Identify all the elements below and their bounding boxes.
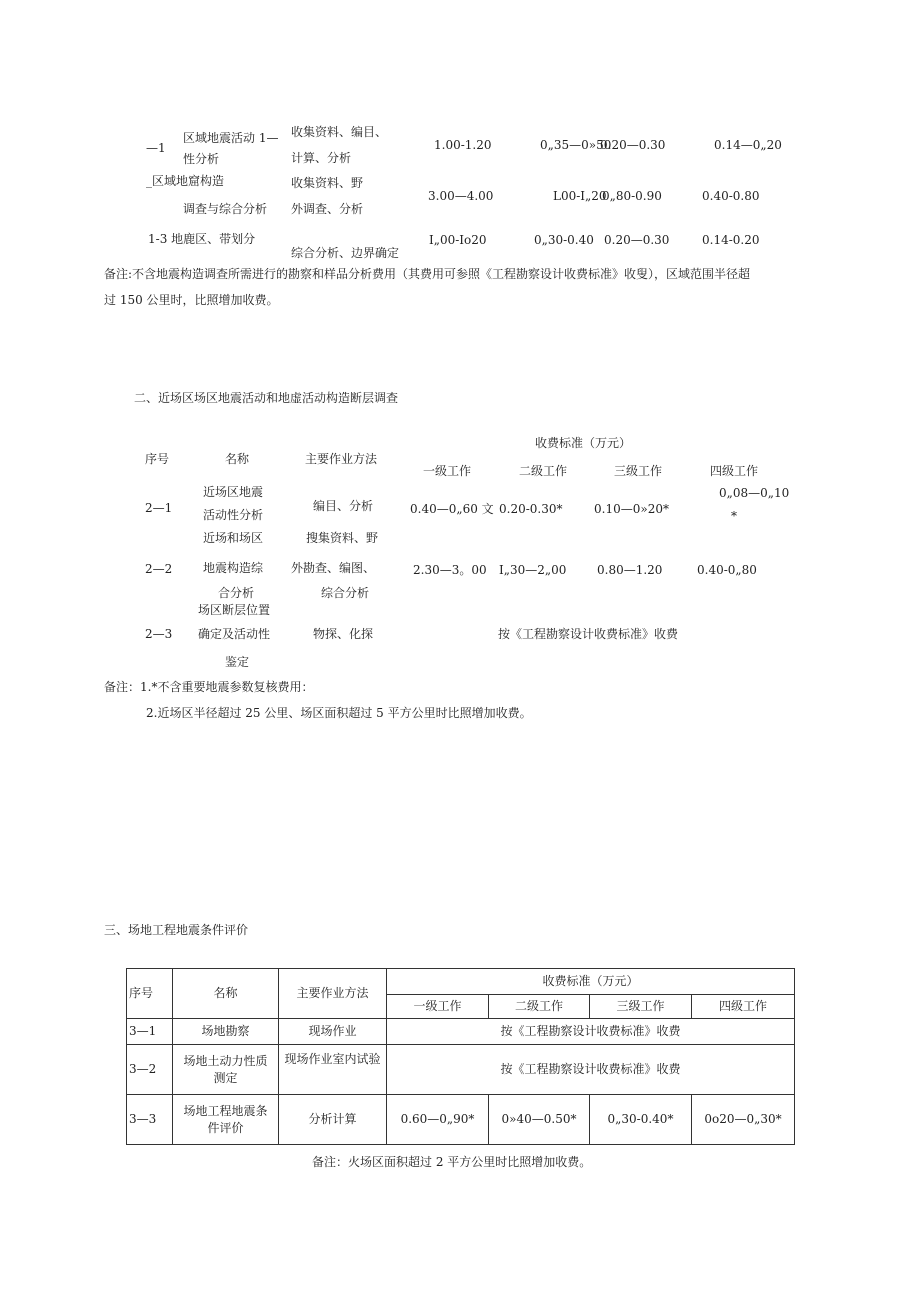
s2-row3-name: 场区断层位置: [198, 603, 271, 617]
s1-row3-grade3: 0.20—0.30: [604, 233, 670, 247]
s1-row1-name-cont: 性分析: [183, 152, 220, 166]
s3-header-method: 主要作业方法: [279, 969, 387, 1019]
section3-table: [126, 968, 795, 1145]
table-row: [127, 1019, 795, 1045]
s3-row3-grade3: 0„30-0.40*: [590, 1095, 692, 1145]
s3-row3-grade1: 0.60—0„90*: [387, 1095, 489, 1145]
s3-row1-seq: 3—1: [127, 1019, 173, 1045]
s1-row2-grade1: 3.00—4.00: [428, 189, 494, 203]
s1-row2-method: 收集资料、野: [291, 176, 364, 190]
s1-row2-name: 调查与综合分析: [183, 202, 268, 216]
s1-row2-method-cont: 外调查、分析: [291, 202, 364, 216]
s1-row3-grade2: 0„30-0.40: [534, 233, 594, 247]
s1-row1-grade4: 0.14—0„20: [714, 138, 782, 152]
s2-header-grade3: 三级工作: [614, 464, 663, 478]
s1-row3-code: 1-3 地鹿区、带划分: [148, 232, 256, 246]
s2-title: 二、近场区场区地震活动和地虚活动构造断层调查: [134, 391, 399, 405]
s3-row1-method: 现场作业: [279, 1019, 387, 1045]
s2-header-method: 主要作业方法: [305, 452, 378, 466]
s3-header-grade2: 二级工作: [489, 995, 590, 1019]
s2-row3-fee: 按《工程勘察设计收费标准》收费: [498, 627, 679, 641]
s1-row1-method: 收集资料、编目、: [291, 125, 388, 139]
s1-row1-name: 区域地震活动 1—: [183, 131, 279, 145]
s3-header-fee: 收费标准（万元）: [387, 969, 795, 995]
s3-row3-name: 场地工程地震条: [183, 1103, 268, 1118]
s2-header-grade2: 二级工作: [519, 464, 568, 478]
s2-row2-method-cont2: 综合分析: [321, 586, 370, 600]
s1-row1-method-cont: 计算、分析: [291, 151, 352, 165]
s3-row2-name-cell: [173, 1045, 279, 1095]
s1-row3-method: 综合分析、边界确定: [291, 246, 400, 260]
s3-row1-fee: 按《工程勘察设计收费标准》收费: [387, 1019, 795, 1045]
s2-row1-grade4: 0„08—0„10: [719, 486, 790, 500]
s2-row1-grade4-mark: *: [731, 509, 737, 523]
s3-row3-name-cont: 件评价: [207, 1120, 244, 1135]
s3-row3-grade4: 0o20—0„30*: [692, 1095, 795, 1145]
s1-row2-code: _区域地窟构造: [146, 174, 225, 188]
s2-header-grade4: 四级工作: [710, 464, 759, 478]
s2-row3-name-cont: 确定及活动性: [198, 627, 271, 641]
s2-header-grade1: 一级工作: [423, 464, 472, 478]
table-row: [127, 1095, 795, 1145]
s2-row2-grade1: 2.30—3。00: [413, 563, 487, 577]
s2-row1-name-cont: 活动性分析: [203, 508, 264, 522]
s3-row2-fee: 按《工程勘察设计收费标准》收费: [387, 1045, 795, 1095]
s2-header-name: 名称: [225, 452, 250, 466]
s2-row2-name: 近场和场区: [203, 531, 264, 545]
s2-row2-seq: 2—2: [145, 562, 173, 576]
s3-header-grade3: 三级工作: [590, 995, 692, 1019]
s2-note2: 2.近场区半径超过 25 公里、场区面积超过 5 平方公里时比照增加收费。: [146, 706, 532, 720]
s2-row1-grade3: 0.10—0»20*: [594, 502, 669, 516]
s2-row3-method: 物探、化探: [313, 627, 374, 641]
s3-row1-name: 场地勘察: [173, 1019, 279, 1045]
s2-row2-name-cont2: 合分析: [218, 586, 255, 600]
s2-row3-name-cont2: 鉴定: [225, 655, 250, 669]
s3-row3-seq: 3—3: [127, 1095, 173, 1145]
s1-row3-grade1: I„00-Io20: [429, 233, 487, 247]
s3-title: 三、场地工程地震条件评价: [104, 923, 249, 937]
s2-row1-grade2: 0.20-0.30*: [499, 502, 563, 516]
s2-row2-method: 搜集资料、野: [306, 531, 379, 545]
s1-row1-grade1: 1.00-1.20: [434, 138, 492, 152]
s3-row2-seq: 3—2: [127, 1045, 173, 1095]
table-row: [127, 1045, 795, 1095]
s2-row1-name: 近场区地震: [203, 485, 264, 499]
s3-row3-name-cell: [173, 1095, 279, 1145]
s1-row1-code: —1: [146, 141, 166, 155]
s1-note-line1: 备注:不含地震构造调查所需进行的勘察和样品分析费用（其费用可参照《工程勘察设计收费标准》收叟），区域范围半径超: [104, 267, 751, 281]
s3-row3-grade2: 0»40—0.50*: [489, 1095, 590, 1145]
s2-row2-grade4: 0.40-0„80: [697, 563, 757, 577]
s3-row2-method: 现场作业室内试验: [279, 1045, 387, 1095]
s2-header-seq: 序号: [145, 452, 170, 466]
s2-row1-seq: 2—1: [145, 501, 173, 515]
s1-row2-grade2: L00-I„20: [553, 189, 607, 203]
s2-row2-name-cont: 地震构造综: [203, 561, 264, 575]
s3-header-name: 名称: [173, 969, 279, 1019]
s3-row2-name-cont: 测定: [213, 1070, 238, 1085]
s3-row2-name: 场地土动力性质: [183, 1053, 268, 1068]
s3-header-grade1: 一级工作: [387, 995, 489, 1019]
s2-note1: 备注：1.*不含重要地震参数复核费用：: [104, 680, 314, 694]
s3-header-seq: 序号: [127, 969, 173, 1019]
s1-note-line2: 过 150 公里时，比照增加收费。: [104, 293, 279, 307]
s2-row1-grade1: 0.40—0„60 文: [410, 502, 494, 516]
s2-row1-method: 编目、分析: [313, 499, 374, 513]
s3-header-grade4: 四级工作: [692, 995, 795, 1019]
s2-row2-method-cont: 外勘查、编图、: [291, 561, 376, 575]
s2-row2-grade3: 0.80—1.20: [597, 563, 663, 577]
s2-header-fee: 收费标准（万元）: [535, 436, 632, 450]
s1-row2-grade3: 0„80-0.90: [602, 189, 662, 203]
s1-row3-grade4: 0.14-0.20: [702, 233, 760, 247]
s1-row1-grade3: 0.20—0.30: [600, 138, 666, 152]
s1-row1-grade2: 0„35—0»50: [540, 138, 612, 152]
s3-note: 备注：火场区面积超过 2 平方公里时比照增加收费。: [312, 1155, 592, 1169]
s2-row2-grade2: I„30—2„00: [499, 563, 567, 577]
s2-row3-seq: 2—3: [145, 627, 173, 641]
s3-row3-method: 分析计算: [279, 1095, 387, 1145]
s1-row2-grade4: 0.40-0.80: [702, 189, 760, 203]
